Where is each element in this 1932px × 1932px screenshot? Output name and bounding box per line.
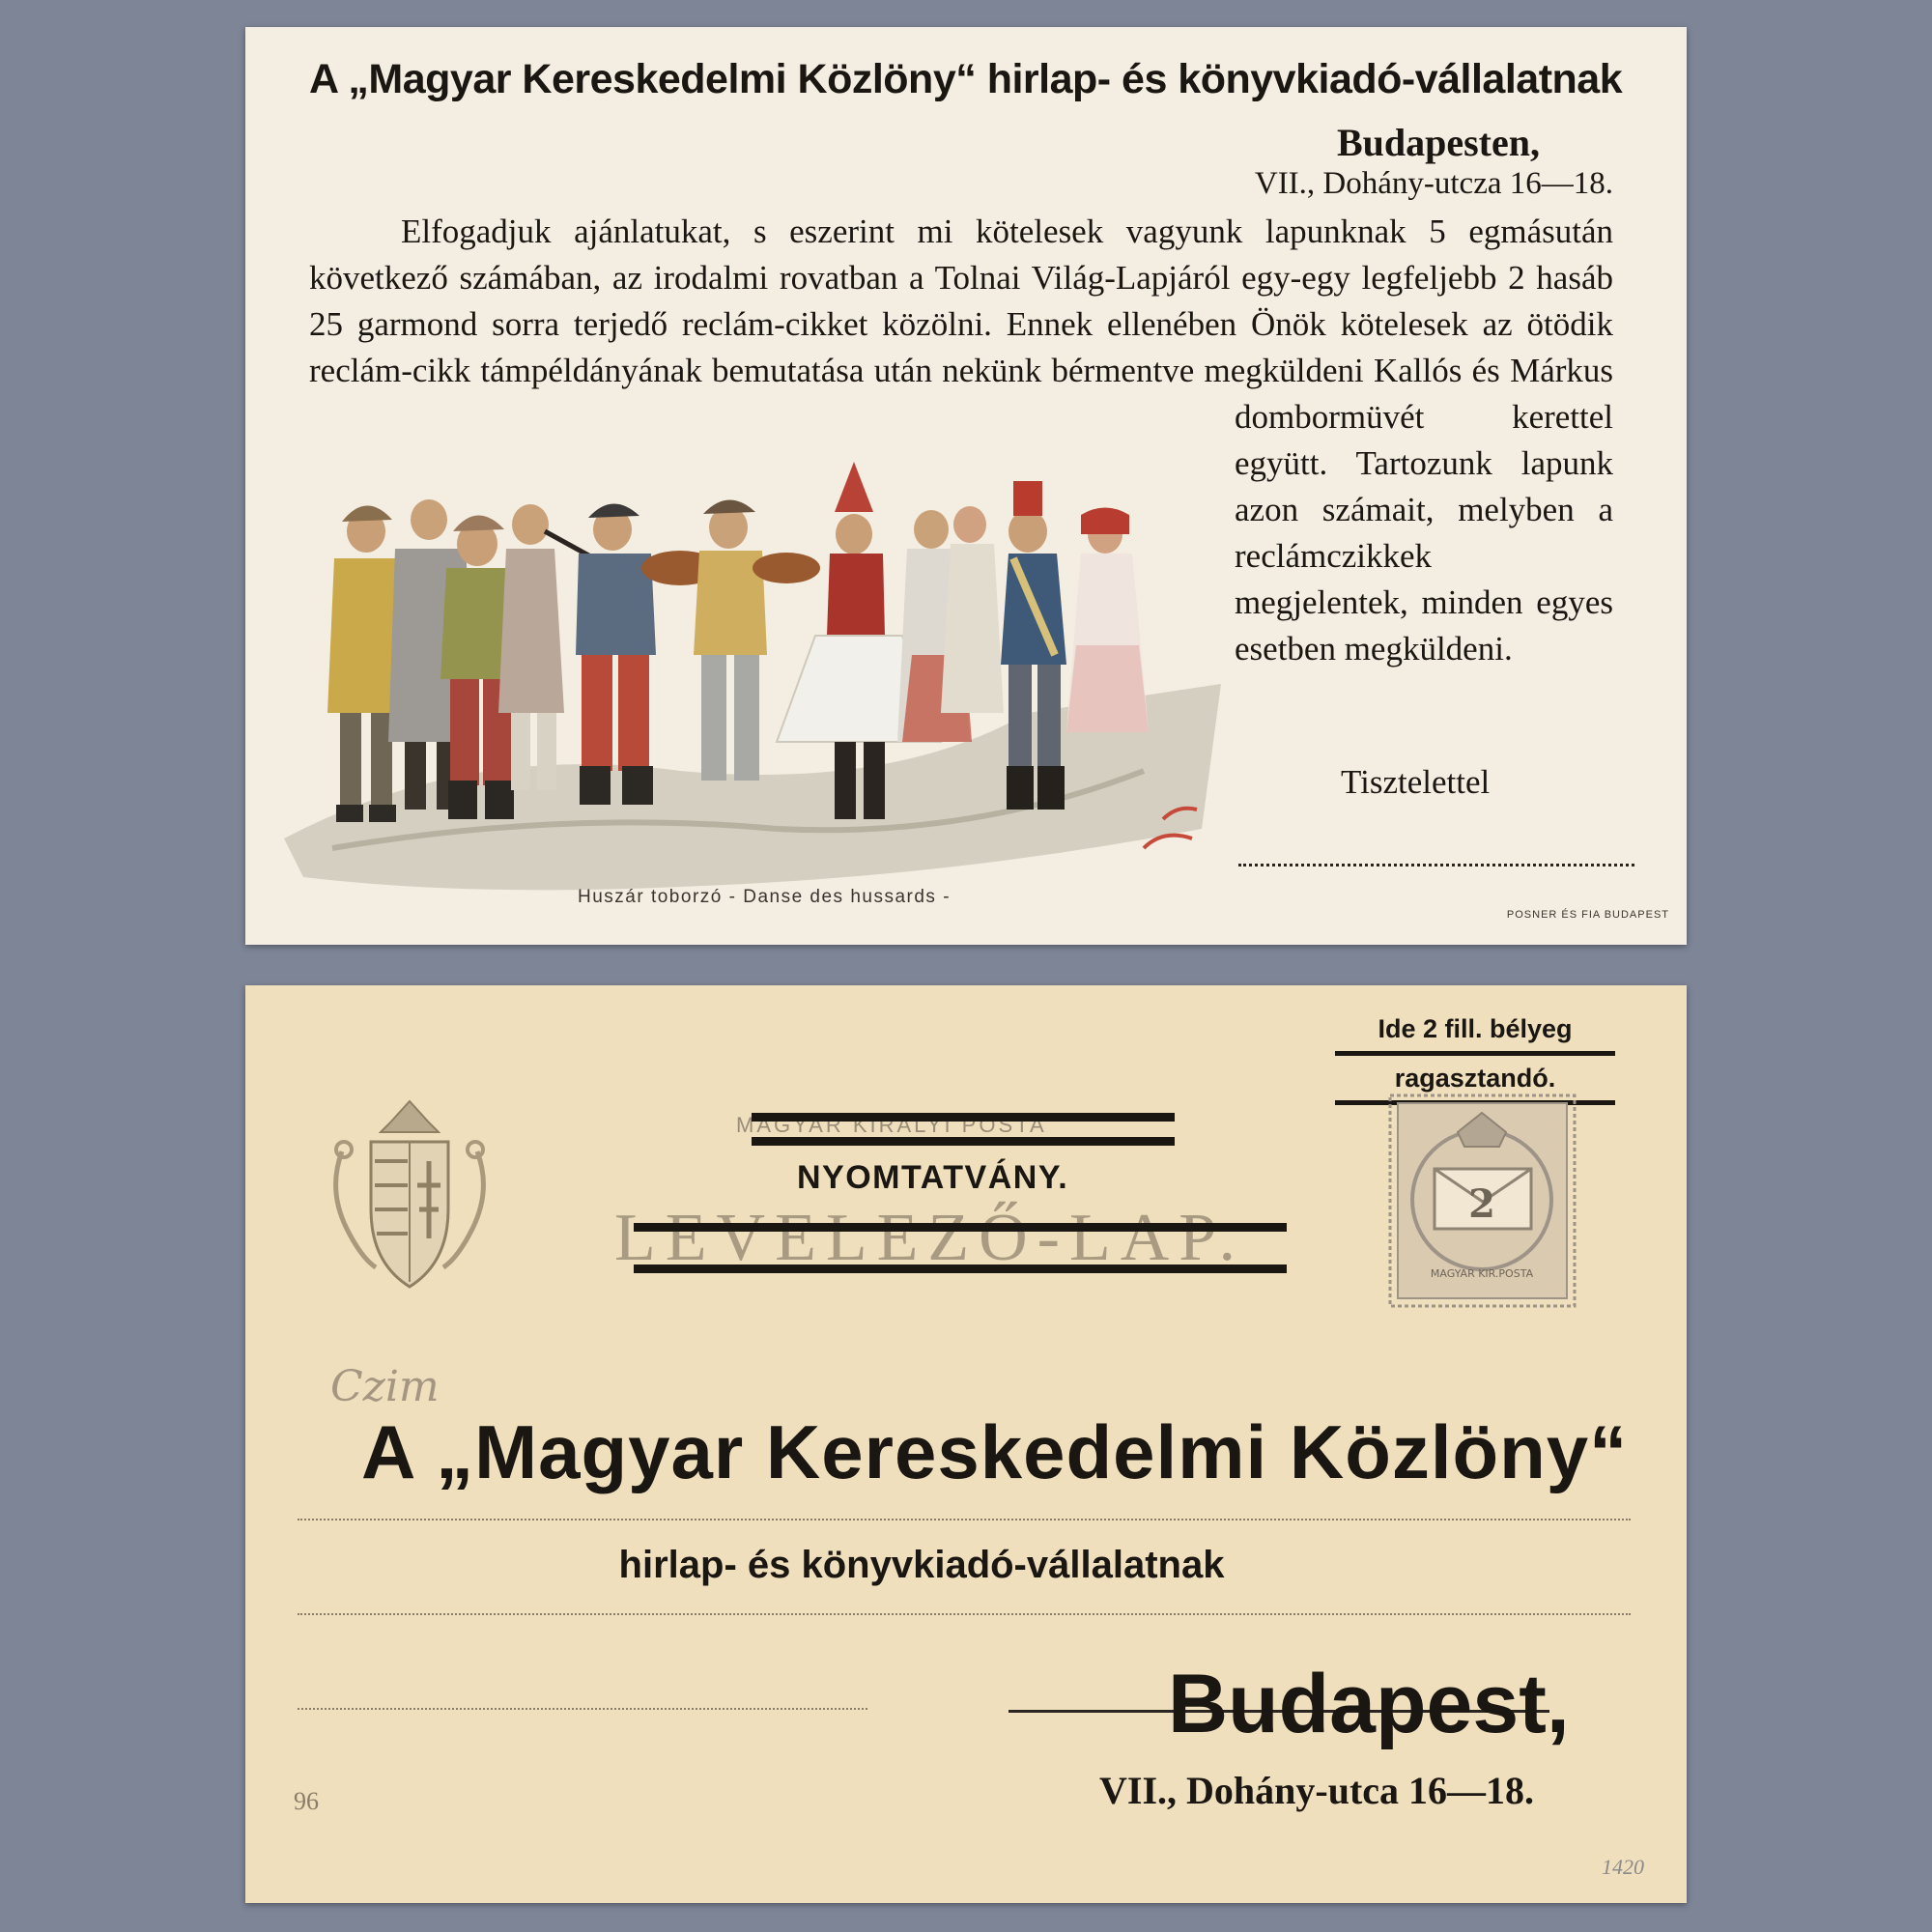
closing-greeting: Tisztelettel bbox=[1341, 763, 1491, 801]
stamp-instruction-line2: ragasztandó. bbox=[1335, 1056, 1615, 1105]
front-address: VII., Dohány-utcza 16—18. bbox=[1254, 166, 1613, 201]
illustration-caption: Huszár toborzó - Danse des hussards - bbox=[578, 887, 952, 907]
signature-line bbox=[1238, 864, 1634, 867]
printer-imprint: POSNER ÉS FIA BUDAPEST bbox=[1506, 909, 1669, 921]
addressee-name: A „Magyar Kereskedelmi Közlöny“ bbox=[361, 1409, 1629, 1494]
card-number: 96 bbox=[294, 1787, 319, 1815]
stamp-instruction bbox=[1335, 1007, 1615, 1105]
addressee-subline: hirlap- és könyvkiadó-vállalatnak bbox=[618, 1544, 1225, 1586]
address-dotted-line-1 bbox=[298, 1519, 1631, 1520]
pencil-annotation: 1420 bbox=[1602, 1855, 1644, 1879]
hussar-dance-illustration bbox=[274, 423, 1240, 896]
postcard-back bbox=[245, 985, 1687, 1903]
strike-bars-top bbox=[752, 1113, 1175, 1146]
stamp-inscription-text: MAGYAR KIR.POSTA bbox=[1430, 1267, 1534, 1280]
struck-postcard-title: LEVELEZŐ-LAP. bbox=[614, 1201, 1245, 1275]
coat-of-arms-emblem bbox=[323, 1094, 497, 1301]
stamp-instruction-line1: Ide 2 fill. bélyeg bbox=[1335, 1007, 1615, 1056]
front-city: Budapesten, bbox=[1336, 121, 1540, 164]
stamp-value-text: 2 bbox=[1468, 1181, 1495, 1227]
address-dotted-line-2 bbox=[298, 1613, 1631, 1615]
front-body-text: Elfogadjuk ajánlatukat, s eszerint mi kötelesek vagyunk lapunknak 5 egmásután következő számában, az irodalmi rovatban a Tolnai Világ-Lapjáról egy-egy legfeljebb 2 hasáb 25 garmond sorra terjedő reclám-cikket közölni. Ennek ellenében Önök kötelesek az ötödik reclám-cikk támpéldányának bemutatása után nekünk bérmentve megküldeni Kallós és Márkus dombormüvét kerettel együtt. Tartozunk lapunk azon számait, melyben a reclámczikkek megjelentek, minden egyes esetben megküldeni. bbox=[309, 213, 1613, 668]
address-label: Czim bbox=[330, 1362, 440, 1411]
struck-postal-header: MAGYAR KIRÁLYI POSTA bbox=[736, 1113, 1047, 1137]
printed-stamp bbox=[1388, 1094, 1577, 1308]
strike-bars-title bbox=[634, 1223, 1287, 1273]
address-dotted-line-3 bbox=[298, 1708, 867, 1710]
printed-matter-label: NYOMTATVÁNY. bbox=[797, 1159, 1069, 1196]
addressee-city: Budapest, bbox=[1168, 1658, 1570, 1750]
addressee-street: VII., Dohány-utca 16—18. bbox=[1099, 1769, 1535, 1812]
front-heading: A „Magyar Kereskedelmi Közlöny“ hirlap- és könyvkiadó-vállalatnak bbox=[309, 56, 1623, 102]
postcard-front bbox=[245, 27, 1687, 945]
